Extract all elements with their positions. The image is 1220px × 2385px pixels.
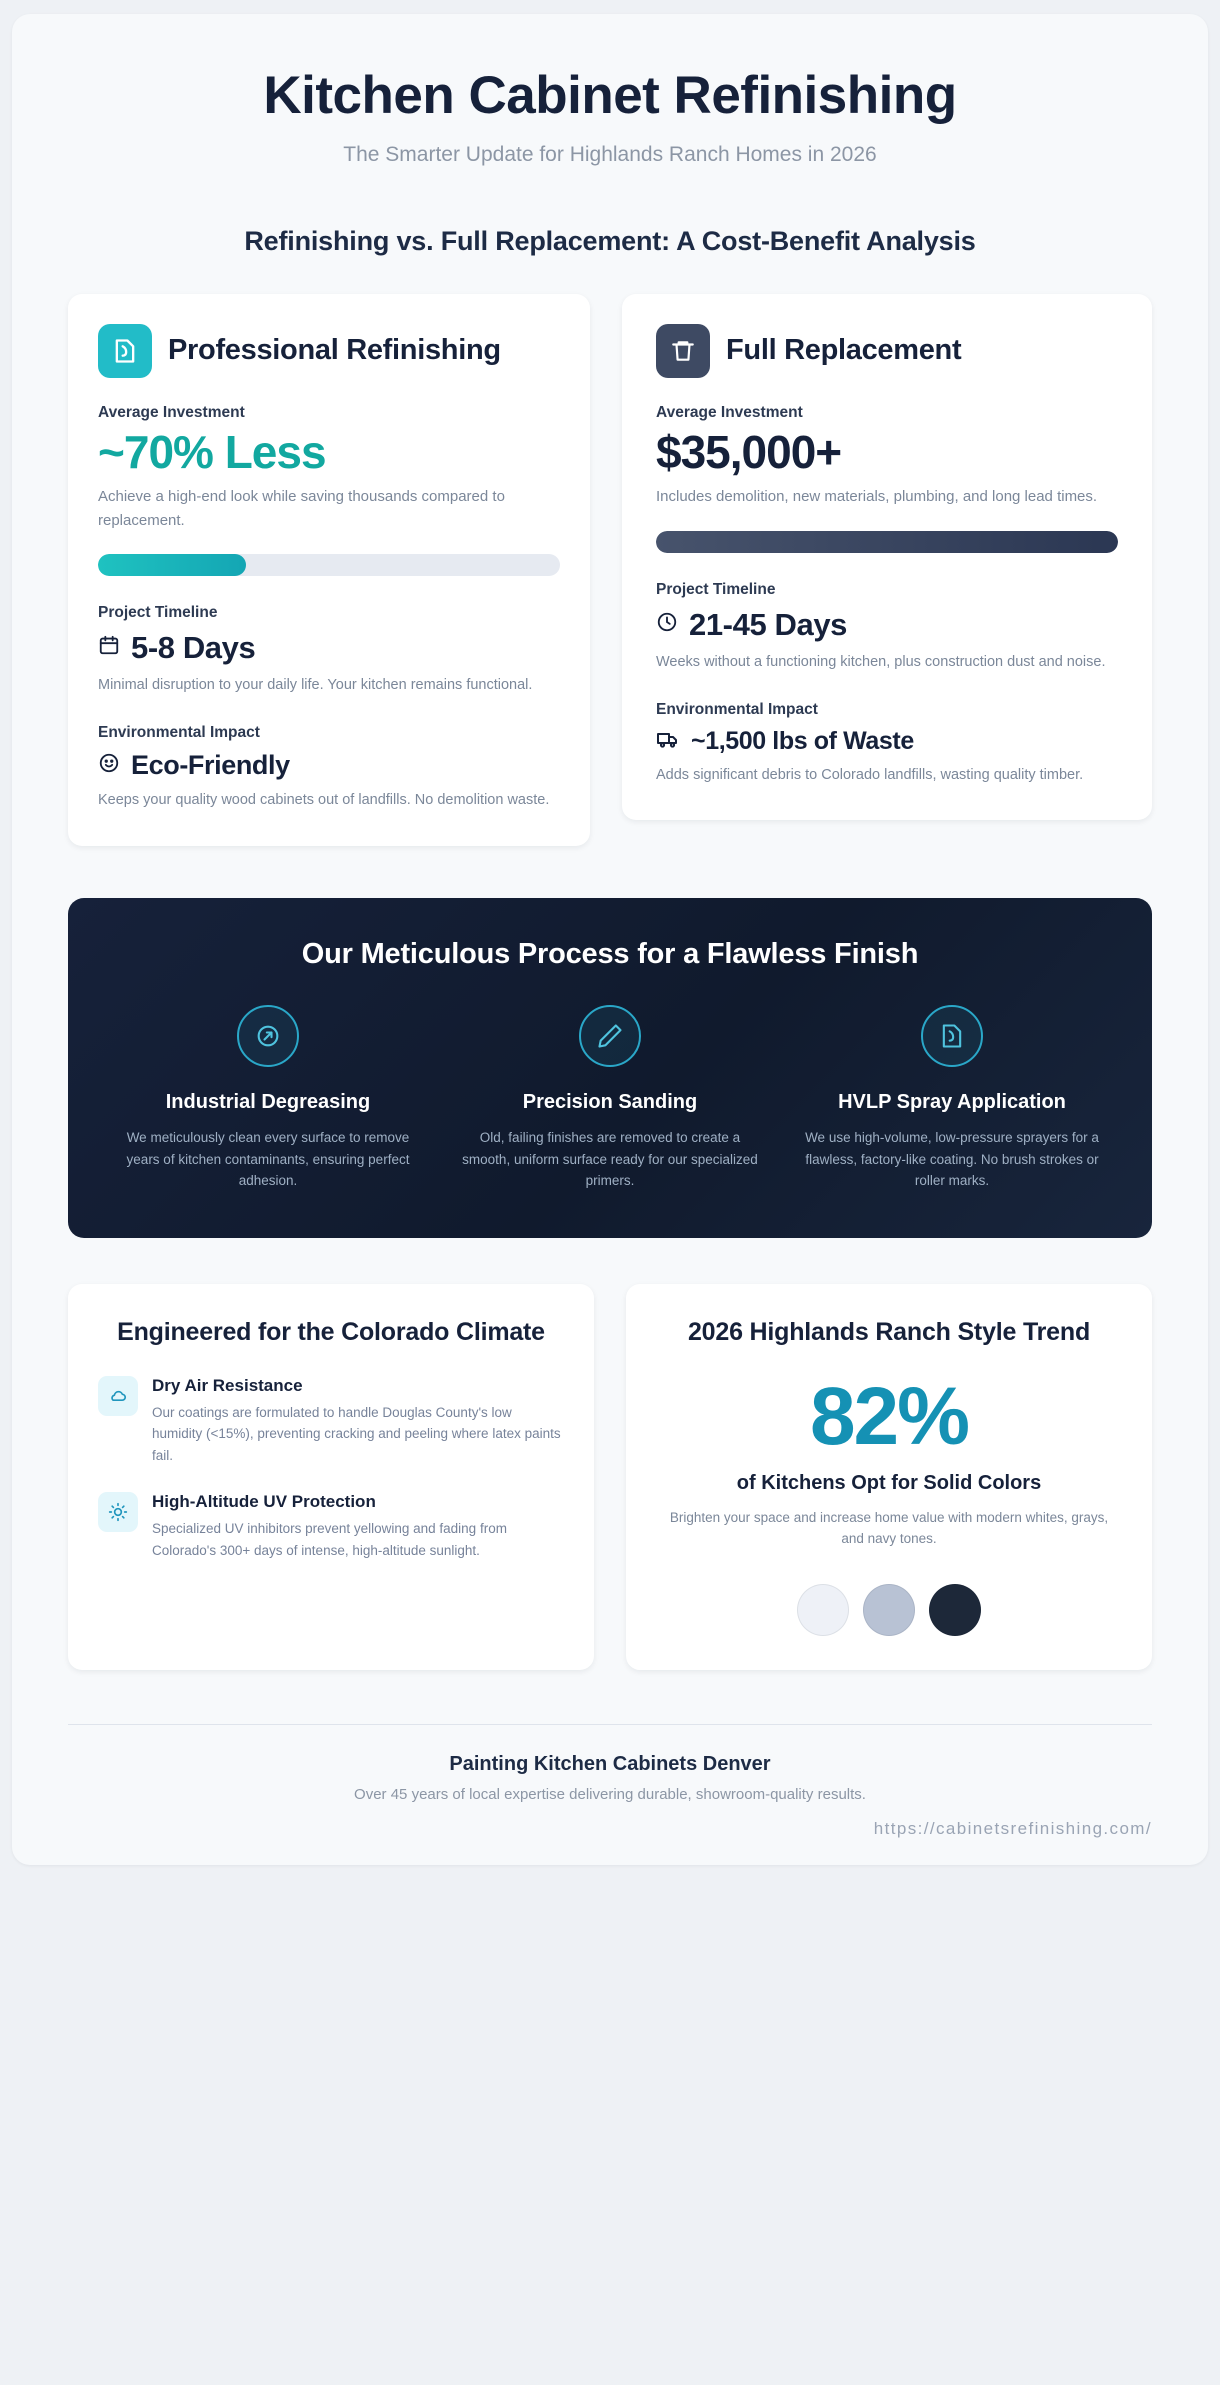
card-style-trend [626, 1284, 1152, 1670]
process-section [68, 898, 1152, 1239]
investment-desc: Includes demolition, new materials, plumbing, and long lead times. [656, 488, 1098, 506]
impact-label: Environmental Impact [98, 724, 260, 742]
infographic-sheet [12, 14, 1208, 1865]
card-title: Professional Refinishing [168, 334, 501, 367]
step-desc: We use high-volume, low-pressure sprayers for a flawless, factory-like coating. No brush strokes or roller marks. [805, 1129, 1099, 1189]
brush-icon [98, 324, 152, 378]
impact-value: Eco-Friendly [131, 750, 290, 781]
swatch-navy [929, 1584, 981, 1636]
swatch-white [797, 1584, 849, 1636]
card-colorado-climate [68, 1284, 594, 1670]
trend-desc: Brighten your space and increase home value with modern whites, grays, and navy tones. [669, 1509, 1109, 1547]
smile-leaf-icon [98, 752, 120, 779]
investment-value: ~70% Less [98, 425, 326, 478]
trend-title: 2026 Highlands Ranch Style Trend [687, 1318, 1091, 1347]
impact-row [656, 727, 1118, 756]
cloud-icon [98, 1376, 138, 1416]
timeline-value: 5-8 Days [131, 629, 256, 665]
process-title: Our Meticulous Process for a Flawless Finish [301, 937, 919, 970]
comparison-row [68, 294, 1152, 846]
target-spray-icon [237, 1005, 299, 1067]
step-title: HVLP Spray Application [838, 1090, 1066, 1113]
page-title: Kitchen Cabinet Refinishing [263, 66, 957, 125]
card-header [656, 324, 1118, 378]
swatch-gray [863, 1584, 915, 1636]
feature-desc: Our coatings are formulated to handle Douglas County's low humidity (<15%), preventing cracking and peeling where latex paints fail. [152, 1404, 561, 1463]
impact-block [656, 701, 1118, 786]
card-title: Full Replacement [726, 334, 962, 367]
footer-tagline: Over 45 years of local expertise delivering durable, showroom-quality results. [354, 1785, 866, 1803]
card-full-replacement [622, 294, 1152, 821]
card-professional-refinishing [68, 294, 590, 846]
impact-value: ~1,500 lbs of Waste [691, 727, 914, 756]
investment-label: Average Investment [98, 403, 245, 421]
step-desc: We meticulously clean every surface to remove years of kitchen contaminants, ensuring perfect adhesion. [126, 1129, 410, 1189]
feature-title: Dry Air Resistance [152, 1375, 303, 1395]
step-desc: Old, failing finishes are removed to create a smooth, uniform surface ready for our specialized primers. [462, 1129, 758, 1189]
page-subtitle: The Smarter Update for Highlands Ranch Homes in 2026 [343, 143, 877, 167]
timeline-label: Project Timeline [656, 580, 776, 598]
step-title: Industrial Degreasing [165, 1090, 371, 1113]
calendar-icon [98, 634, 120, 661]
impact-row [98, 750, 560, 781]
impact-desc: Keeps your quality wood cabinets out of landfills. No demolition waste. [98, 792, 550, 809]
climate-title: Engineered for the Colorado Climate [117, 1318, 545, 1347]
timeline-desc: Minimal disruption to your daily life. Your kitchen remains functional. [98, 676, 533, 693]
footer-company: Painting Kitchen Cabinets Denver [449, 1752, 771, 1775]
step-title: Precision Sanding [522, 1090, 698, 1113]
climate-feature [98, 1376, 564, 1467]
cost-bar-track [656, 531, 1118, 553]
footer-url[interactable]: https://cabinetsrefinishing.com/ [873, 1818, 1152, 1838]
impact-desc: Adds significant debris to Colorado landfills, wasting quality timber. [656, 767, 1084, 784]
impact-block [98, 724, 560, 811]
process-step [104, 1005, 432, 1193]
timeline-label: Project Timeline [98, 603, 218, 621]
cost-bar-fill [98, 554, 246, 576]
clock-icon [656, 611, 678, 638]
truck-icon [656, 727, 680, 756]
color-swatches [656, 1584, 1122, 1636]
trend-subtitle: of Kitchens Opt for Solid Colors [736, 1471, 1042, 1494]
timeline-block [98, 604, 560, 696]
process-step [446, 1005, 774, 1193]
footer [68, 1724, 1152, 1839]
cost-bar-fill [656, 531, 1118, 553]
card-header [98, 324, 560, 378]
investment-desc: Achieve a high-end look while saving thousands compared to replacement. [98, 488, 505, 529]
timeline-row [98, 630, 560, 666]
pencil-sand-icon [579, 1005, 641, 1067]
trend-percent: 82% [809, 1370, 969, 1462]
spray-gun-icon [921, 1005, 983, 1067]
bottom-row [68, 1284, 1152, 1670]
process-step [788, 1005, 1116, 1193]
timeline-block [656, 581, 1118, 673]
section-title-comparison: Refinishing vs. Full Replacement: A Cost-Benefit Analysis [244, 226, 976, 257]
investment-value: $35,000+ [656, 425, 842, 478]
feature-title: High-Altitude UV Protection [152, 1492, 376, 1512]
feature-desc: Specialized UV inhibitors prevent yellowing and fading from Colorado's 300+ days of intense, high-altitude sunlight. [152, 1521, 507, 1558]
process-steps [104, 1005, 1116, 1193]
impact-label: Environmental Impact [656, 701, 818, 719]
timeline-value: 21-45 Days [689, 606, 848, 642]
trash-icon [656, 324, 710, 378]
cost-bar-track [98, 554, 560, 576]
investment-label: Average Investment [656, 403, 803, 421]
sun-icon [98, 1492, 138, 1532]
timeline-desc: Weeks without a functioning kitchen, plus construction dust and noise. [656, 653, 1106, 670]
climate-feature [98, 1492, 564, 1561]
timeline-row [656, 607, 1118, 643]
